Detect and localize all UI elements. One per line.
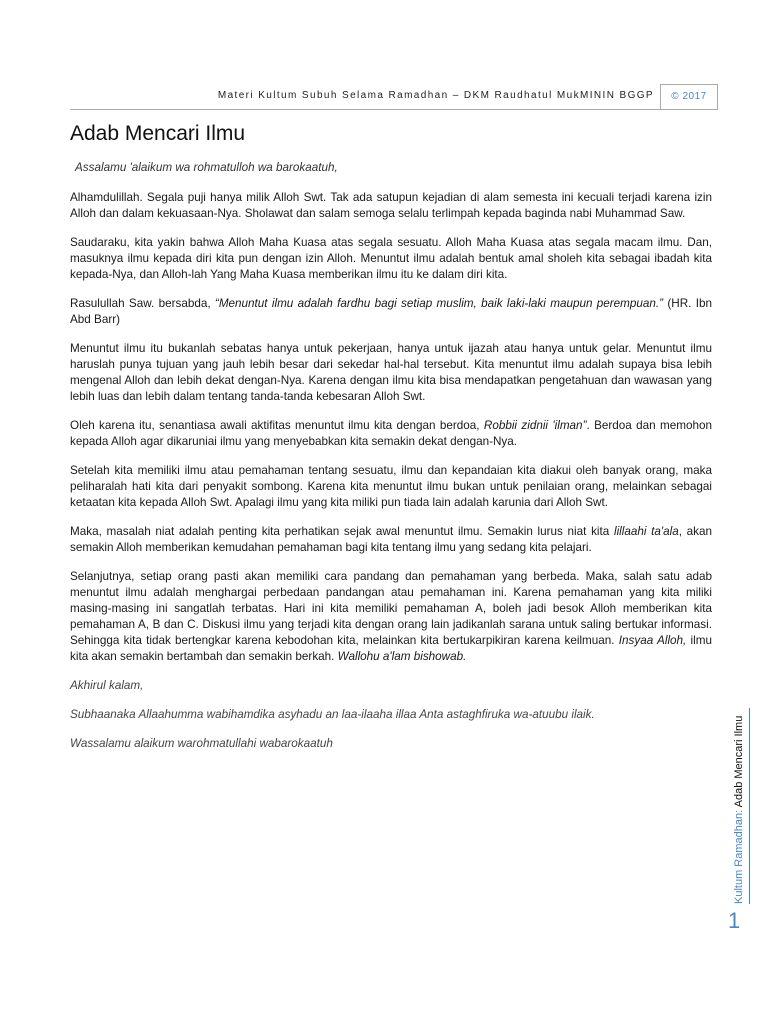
page-header [70, 84, 718, 110]
lillaahi-phrase: lillaahi ta'ala [613, 525, 679, 538]
paragraph-1: Alhamdulillah. Segala puji hanya milik Alloh Swt. Tak ada satupun kejadian di alam semesta ini kecuali terjadi karena izin Alloh dan dalam kekuasaan-Nya. Sholawat dan salam semoga selalu terlimpah kepada baginda nabi Muhammad Saw. [70, 191, 712, 220]
paragraph-4: Menuntut ilmu itu bukanlah sebatas hanya untuk pekerjaan, hanya untuk ijazah atau hanya untuk gelar. Menuntut ilmu haruslah punya tujuan yang jauh lebih besar dari sekedar hal-hal tersebut. Kita menuntut ilmu adalah supaya bisa lebih mengenal Alloh dan lebih dekat dengan-Nya. Karena dengan ilmu kita bisa mendapatkan pengetahuan dan wawasan yang lebih luas dan lebih dalam tentang tanda-tanda kebesaran Alloh Swt. [70, 342, 712, 403]
closing-1: Akhirul kalam, [70, 679, 144, 692]
prayer-quote: Robbii zidnii 'ilman” [483, 419, 587, 432]
sidebar-series: Kultum Ramadhan: [733, 807, 745, 904]
page-number: 1 [728, 908, 741, 933]
greeting: Assalamu 'alaikum wa rohmatulloh wa barokaatuh, [75, 161, 338, 174]
paragraph-6: Setelah kita memiliki ilmu atau pemahaman tentang sesuatu, ilmu dan kepandaian kita diakui oleh banyak orang, maka peliharalah hati kita dari penyakit sombong. Karena kita menuntut ilmu bukan untuk penilaian orang, melainkan sebagai ketaatan kita kepada Alloh Swt. Apalagi ilmu yang kita miliki pun tiada lain adalah karunia dari Alloh Swt. [70, 464, 712, 509]
paragraph-7 [70, 524, 712, 556]
paragraph-3 [70, 296, 712, 328]
header-year: © 2017 [660, 84, 718, 109]
document-body [70, 160, 712, 765]
paragraph-8-lead: Selanjutnya, setiap orang pasti akan memiliki cara pandang dan pemahaman yang berbeda. Maka, salah satu adab menuntut ilmu adalah menghargai perbedaan pandangan atau pemahaman ini. Karena pemahaman yang kita miliki masing-masing ini sangatlah terbatas. Hari ini kita memiliki pemahaman A, boleh jadi besok Alloh memberikan kita pemahaman A, B dan C. Diskusi ilmu yang terjadi kita dengan orang lain jadikanlah sarana untuk saling bertukar informasi. Sehingga kita tidak bertengkar karena kebodohan kita, melainkan kita bertukarpikiran karena keilmuan. [70, 570, 712, 647]
insyaa-phrase: Insyaa Alloh, [618, 634, 687, 647]
sidebar-title: Adab Mencari Ilmu [733, 715, 745, 808]
hadith-quote: “Menuntut ilmu adalah fardhu bagi setiap muslim, baik laki-laki maupun perempuan.” [214, 297, 664, 310]
paragraph-7-lead: Maka, masalah niat adalah penting kita perhatikan sejak awal menuntut ilmu. Semakin lurus niat kita [70, 525, 614, 538]
paragraph-5-lead: Oleh karena itu, senantiasa awali aktifitas menuntut ilmu kita dengan berdoa, [70, 419, 484, 432]
paragraph-7-tail: , akan semakin Alloh memberikan kemudahan pemahaman bagi kita tentang ilmu yang sedang kita pelajari. [70, 525, 712, 554]
paragraph-8 [70, 569, 712, 665]
paragraph-5-tail: . Berdoa dan memohon kepada Alloh agar dikaruniai ilmu yang menyebabkan kita semakin dekat dengan-Nya. [70, 419, 712, 448]
paragraph-3-lead: Rasulullah Saw. bersabda, [70, 297, 215, 310]
sidebar-text [729, 708, 749, 904]
hadith-source: (HR. Ibn Abd Barr) [70, 297, 712, 326]
wallohu-phrase: Wallohu a'lam bishowab. [337, 650, 467, 663]
sidebar-label [727, 708, 750, 904]
paragraph-5 [70, 418, 712, 450]
paragraph-8-mid: ilmu kita akan semakin bertambah dan semakin berkah. [70, 634, 712, 663]
header-text: Materi Kultum Subuh Selama Ramadhan – DKM Raudhatul MukMININ BGGP [217, 90, 654, 101]
paragraph-2: Saudaraku, kita yakin bahwa Alloh Maha Kuasa atas segala sesuatu. Alloh Maha Kuasa atas segala macam ilmu. Dan, masuknya ilmu kepada diri kita pun dengan izin Alloh. Menuntut ilmu adalah bentuk amal sholeh kita sebagai ibadah kita kepada-Nya, dan Alloh-lah Yang Maha Kuasa memberikan ilmu itu ke dalam diri kita. [70, 236, 712, 281]
closing-2: Subhaanaka Allaahumma wabihamdika asyhadu an laa-ilaaha illaa Anta astaghfiruka wa-atuubu ilaik. [70, 708, 595, 721]
closing-3: Wassalamu alaikum warohmatullahi wabarokaatuh [70, 737, 333, 750]
document-title: Adab Mencari Ilmu [70, 122, 246, 145]
